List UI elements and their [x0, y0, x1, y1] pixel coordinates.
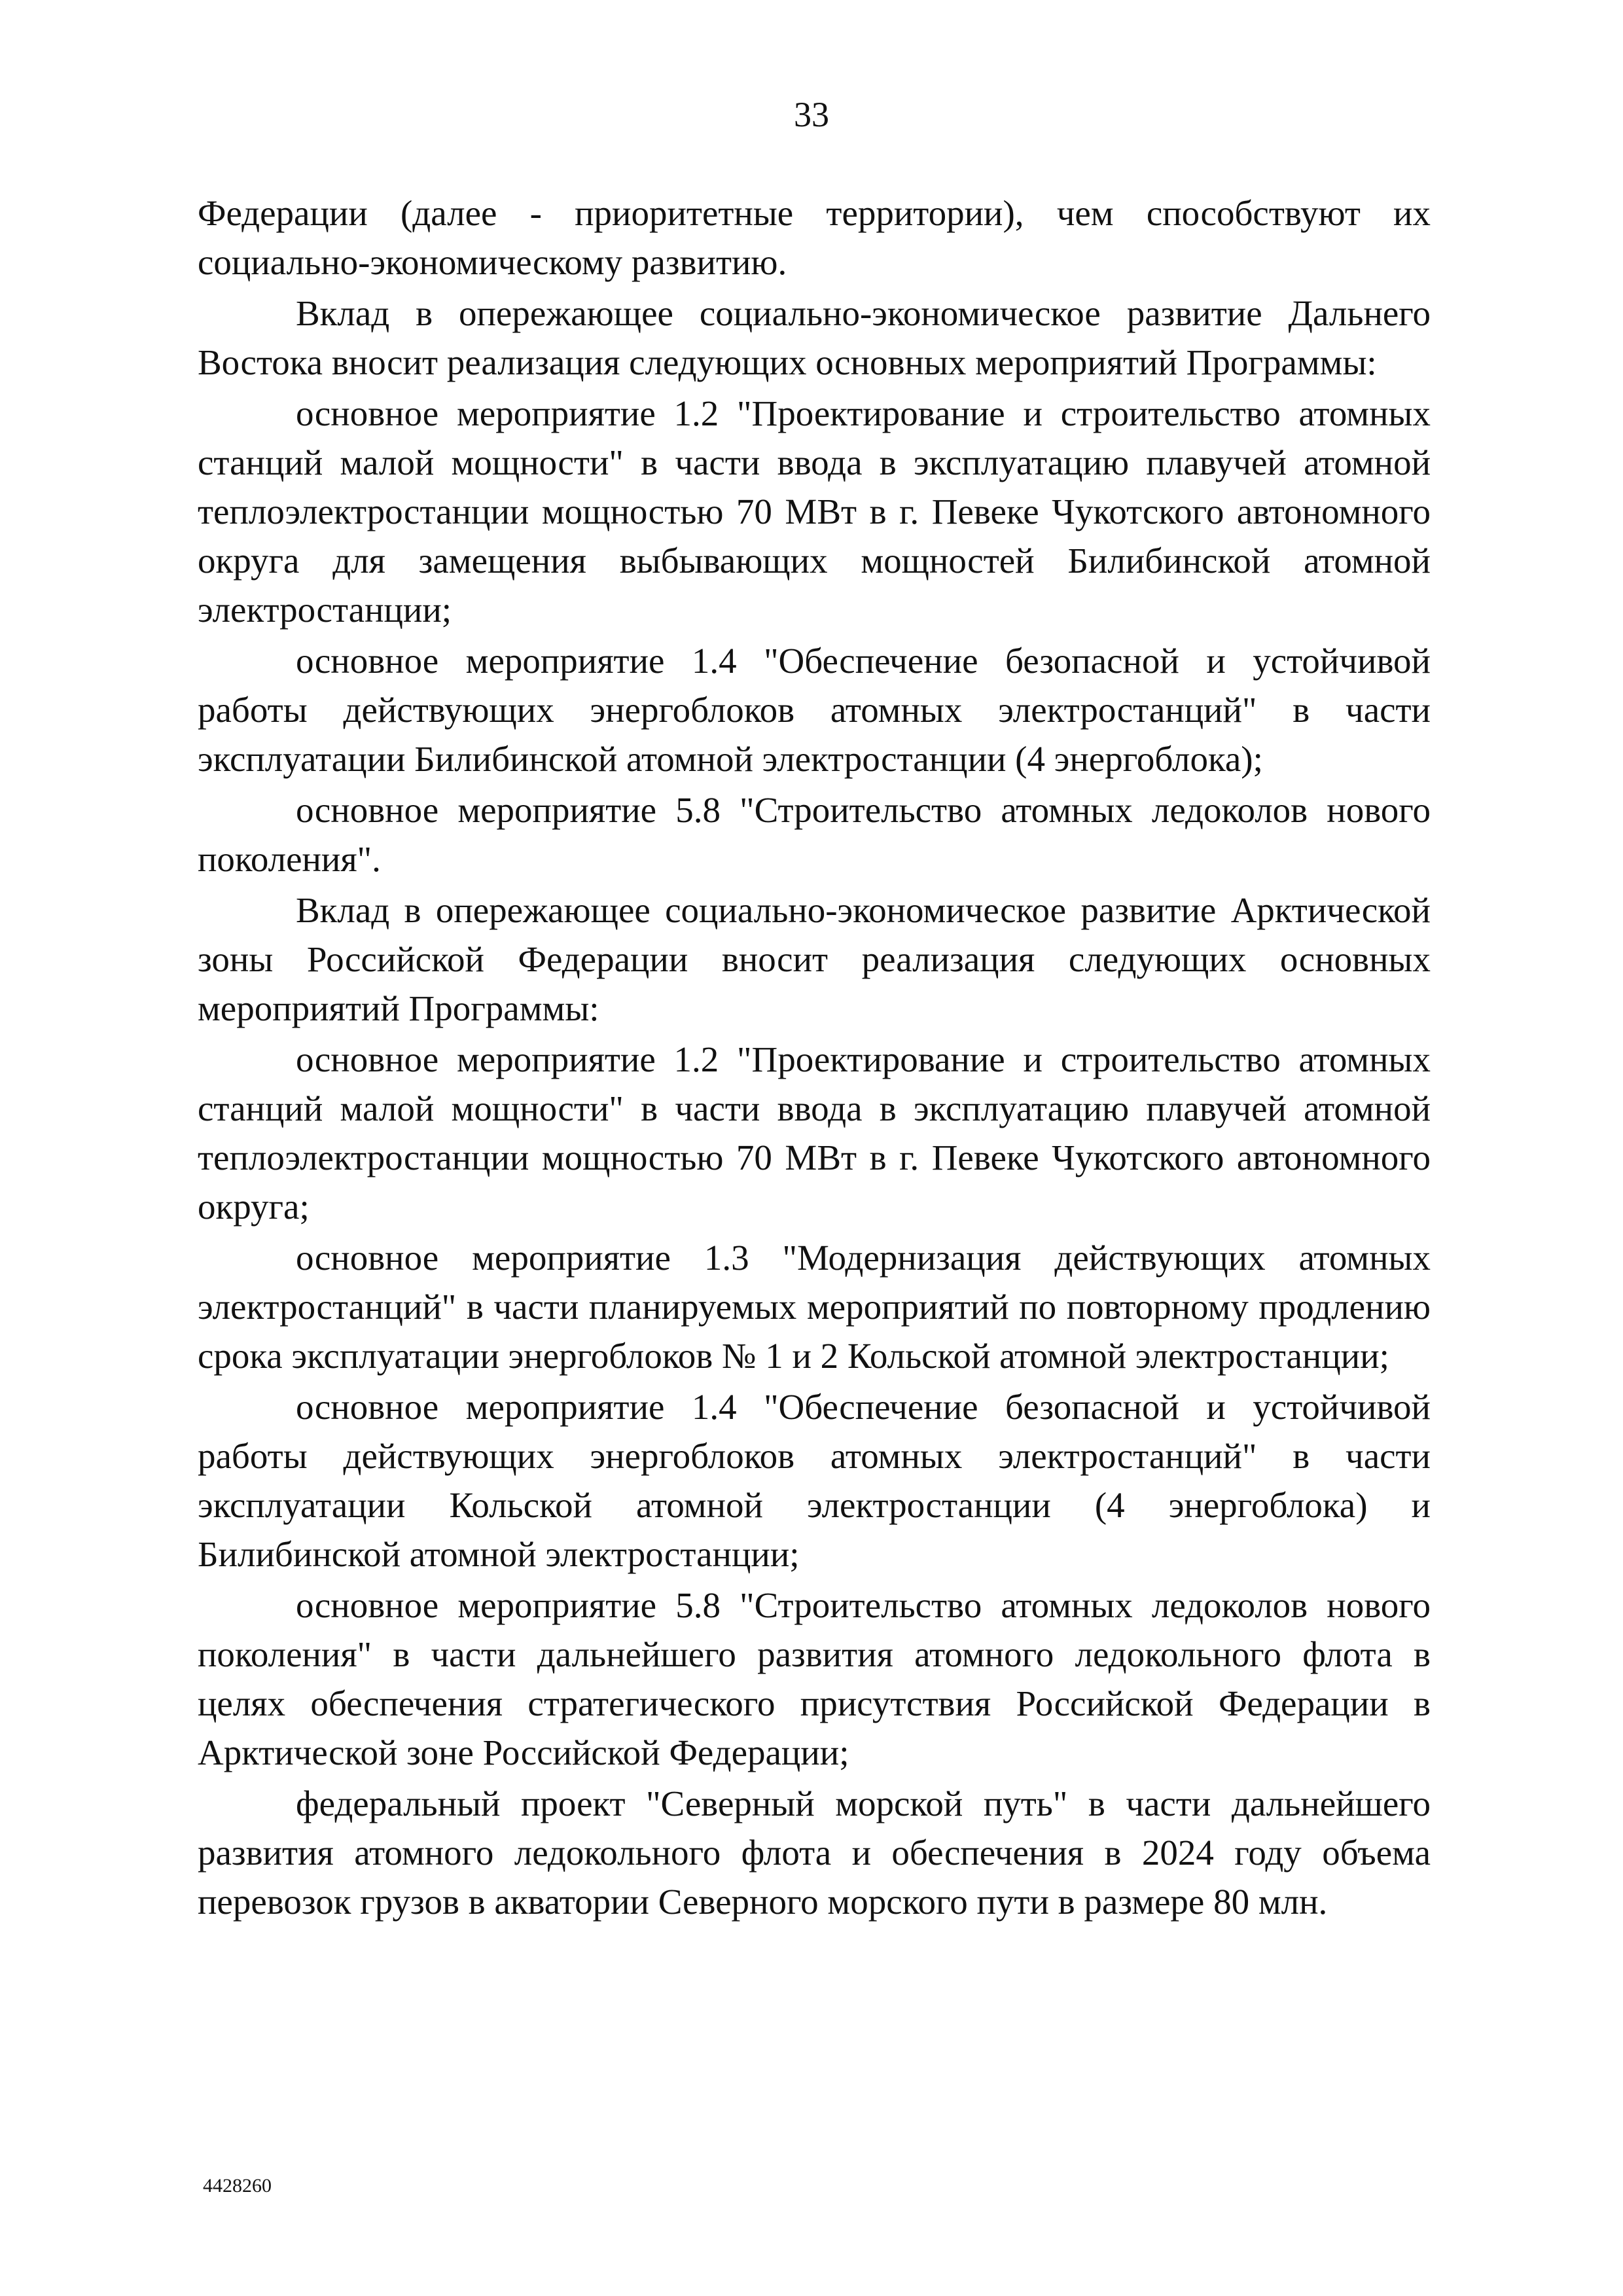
paragraph-northern-sea-route: федеральный проект "Северный морской путь" в части дальнейшего развития атомного ледокольного флота и обеспечения в 2024 году объема перевозок грузов в акватории Северного морского пути в размере 80 млн. [198, 1784, 1431, 1922]
paragraph-measure-1-2-arctic: основное мероприятие 1.2 "Проектирование и строительство атомных станций малой мощности" в части ввода в эксплуатацию плавучей атомной теплоэлектростанции мощностью 70 МВт в г. Певеке Чукотского автономного округа; [198, 1039, 1431, 1227]
paragraph-measure-1-4-far-east: основное мероприятие 1.4 "Обеспечение безопасной и устойчивой работы действующих энергоблоков атомных электростанций" в части эксплуатации Билибинской атомной электростанции (4 энергоблока); [198, 641, 1431, 779]
paragraph-far-east-intro: Вклад в опережающее социально-экономическое развитие Дальнего Востока вносит реализация следующих основных мероприятий Программы: [198, 293, 1431, 382]
paragraph-measure-1-2-far-east: основное мероприятие 1.2 "Проектирование и строительство атомных станций малой мощности" в части ввода в эксплуатацию плавучей атомной теплоэлектростанции мощностью 70 МВт в г. Певеке Чукотского автономного округа для замещения выбывающих мощностей Билибинской атомной электростанции; [198, 393, 1431, 630]
paragraph-measure-1-3-arctic: основное мероприятие 1.3 "Модернизация действующих атомных электростанций" в части планируемых мероприятий по повторному продлению срока эксплуатации энергоблоков № 1 и 2 Кольской атомной электростанции; [198, 1238, 1431, 1376]
paragraph-measure-5-8-arctic: основное мероприятие 5.8 "Строительство атомных ледоколов нового поколения" в части дальнейшего развития атомного ледокольного флота в целях обеспечения стратегического присутствия Российской Федерации в Арктической зоне Российской Федерации; [198, 1585, 1431, 1772]
document-code: 4428260 [203, 2175, 272, 2197]
paragraph-arctic-intro: Вклад в опережающее социально-экономическое развитие Арктической зоны Российской Федерации вносит реализация следующих основных мероприятий Программы: [198, 890, 1431, 1028]
paragraph-measure-1-4-arctic: основное мероприятие 1.4 "Обеспечение безопасной и устойчивой работы действующих энергоблоков атомных электростанций" в части эксплуатации Кольской атомной электростанции (4 энергоблока) и Билибинской атомной электростанции; [198, 1387, 1431, 1574]
document-body [198, 188, 1431, 1926]
page-number: 33 [794, 95, 829, 134]
paragraph-measure-5-8-far-east: основное мероприятие 5.8 "Строительство атомных ледоколов нового поколения". [198, 790, 1431, 879]
paragraph-continuation: Федерации (далее - приоритетные территории), чем способствуют их социально-экономическому развитию. [198, 193, 1431, 282]
